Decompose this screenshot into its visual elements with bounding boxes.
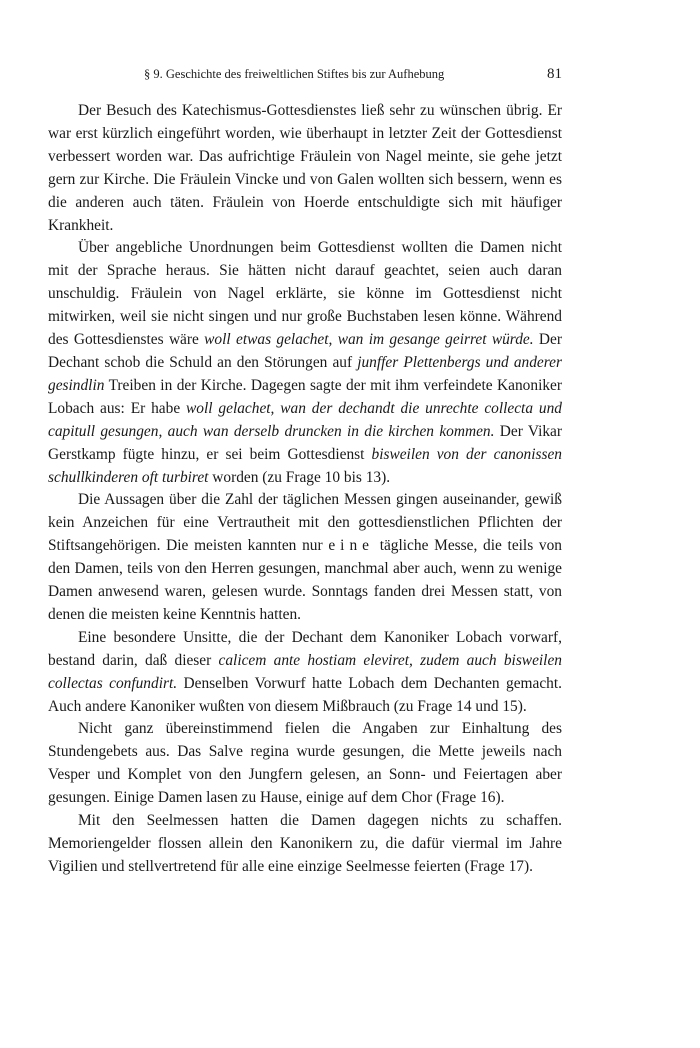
text-run: Der Vikar Gerstkamp fügte hinzu, er sei beim Gottesdienst <box>48 422 562 463</box>
paragraph <box>48 489 562 626</box>
text-run: worden (zu Frage 10 bis 13). <box>208 468 391 486</box>
latin-quote: junffer Plettenbergs und anderer gesindlin <box>48 353 562 394</box>
book-page <box>48 62 562 879</box>
paragraph <box>48 627 562 719</box>
text-run: Eine besondere Unsitte, die der Dechant dem Kanoniker Lobach vorwarf, bestand darin, daß dieser <box>48 628 562 669</box>
text-run: Der Besuch des Katechismus-Gottesdienstes ließ sehr zu wünschen übrig. Er war erst kürzlich eingeführt worden, wie überhaupt in letzter Zeit der Gottesdienst verbessert worden war. Das aufrichtige Fräulein von Nagel meinte, sie gehe jetzt gern zur Kirche. Die Fräulein Vincke und von Galen wollten sich bessern, wenn es die anderen auch täten. Fräulein von Hoerde entschuldigte sich mit häufiger Krankheit. <box>48 102 562 234</box>
text-run: Über angebliche Unordnungen beim Gottesdienst wollten die Damen nicht mit der Sprache heraus. Sie hätten nicht darauf geachtet, seien auch daran unschuldig. Fräulein von Nagel erklärte, sie könne im Gottesdienst nicht mitwirken, weil sie nicht singen und nur große Buchstaben lesen könne. Während des Gottesdienstes wäre <box>48 239 562 349</box>
latin-quote: woll gelachet, wan der dechandt die unrechte collecta und capitull gesungen, auch wan derselb druncken in die kirchen kommen. <box>48 399 562 440</box>
page-number: 81 <box>547 66 562 82</box>
text-run: Treiben in der Kirche. Dagegen sagte der mit ihm verfeindete Kanoniker Lobach aus: Er habe <box>48 376 562 417</box>
paragraph <box>48 810 562 879</box>
text-run: Die Aussagen über die Zahl der täglichen Messen gingen auseinander, gewiß kein Anzeichen für eine Vertrautheit mit den gottesdienstlichen Pflichten der Stiftsangehörigen. Die meisten kannten nur <box>48 491 562 555</box>
text-run: Nicht ganz übereinstimmend fielen die Angaben zur Einhaltung des Stundengebets aus. Das Salve regina wurde gesungen, die Mette jeweils nach Vesper und Komplet von den Jungfern gelesen, an Sonn- und Feiertagen aber gesungen. Einige Damen lasen zu Hause, einige auf dem Chor (Frage 16). <box>48 720 562 807</box>
paragraph <box>48 718 562 810</box>
text-run: tägliche Messe, die teils von den Damen, teils von den Herren gesungen, manchmal aber auch, wenn zu wenige Damen anwesend waren, gelesen wurde. Sonntags fanden drei Messen statt, von denen die meisten keine Kenntnis hatten. <box>48 537 562 623</box>
running-head-title: § 9. Geschichte des freiweltlichen Stiftes bis zur Aufhebung <box>144 67 445 81</box>
latin-quote: woll etwas gelachet, wan im gesange geirret würde. <box>204 331 534 349</box>
text-run: Denselben Vorwurf hatte Lobach dem Dechanten gemacht. Auch andere Kanoniker wußten von diesem Mißbrauch (zu Frage 14 und 15). <box>48 674 562 715</box>
running-head <box>48 62 562 86</box>
spaced-emphasis: eine <box>328 537 374 555</box>
paragraph <box>48 237 562 489</box>
text-run: Mit den Seelmessen hatten die Damen dagegen nichts zu schaffen. Memoriengelder flossen allein den Kanonikern zu, die dafür viermal im Jahre Vigilien und stellvertretend für alle eine einzige Seelmesse feierten (Frage 17). <box>48 812 562 875</box>
latin-quote: bisweilen von der canonissen schullkinderen oft turbiret <box>48 445 562 486</box>
paragraph <box>48 100 562 237</box>
body-text <box>48 100 562 879</box>
text-run: Der Dechant schob die Schuld an den Störungen auf <box>48 331 562 371</box>
latin-quote: calicem ante hostiam eleviret, zudem auch bisweilen collectas confundirt. <box>48 651 562 692</box>
